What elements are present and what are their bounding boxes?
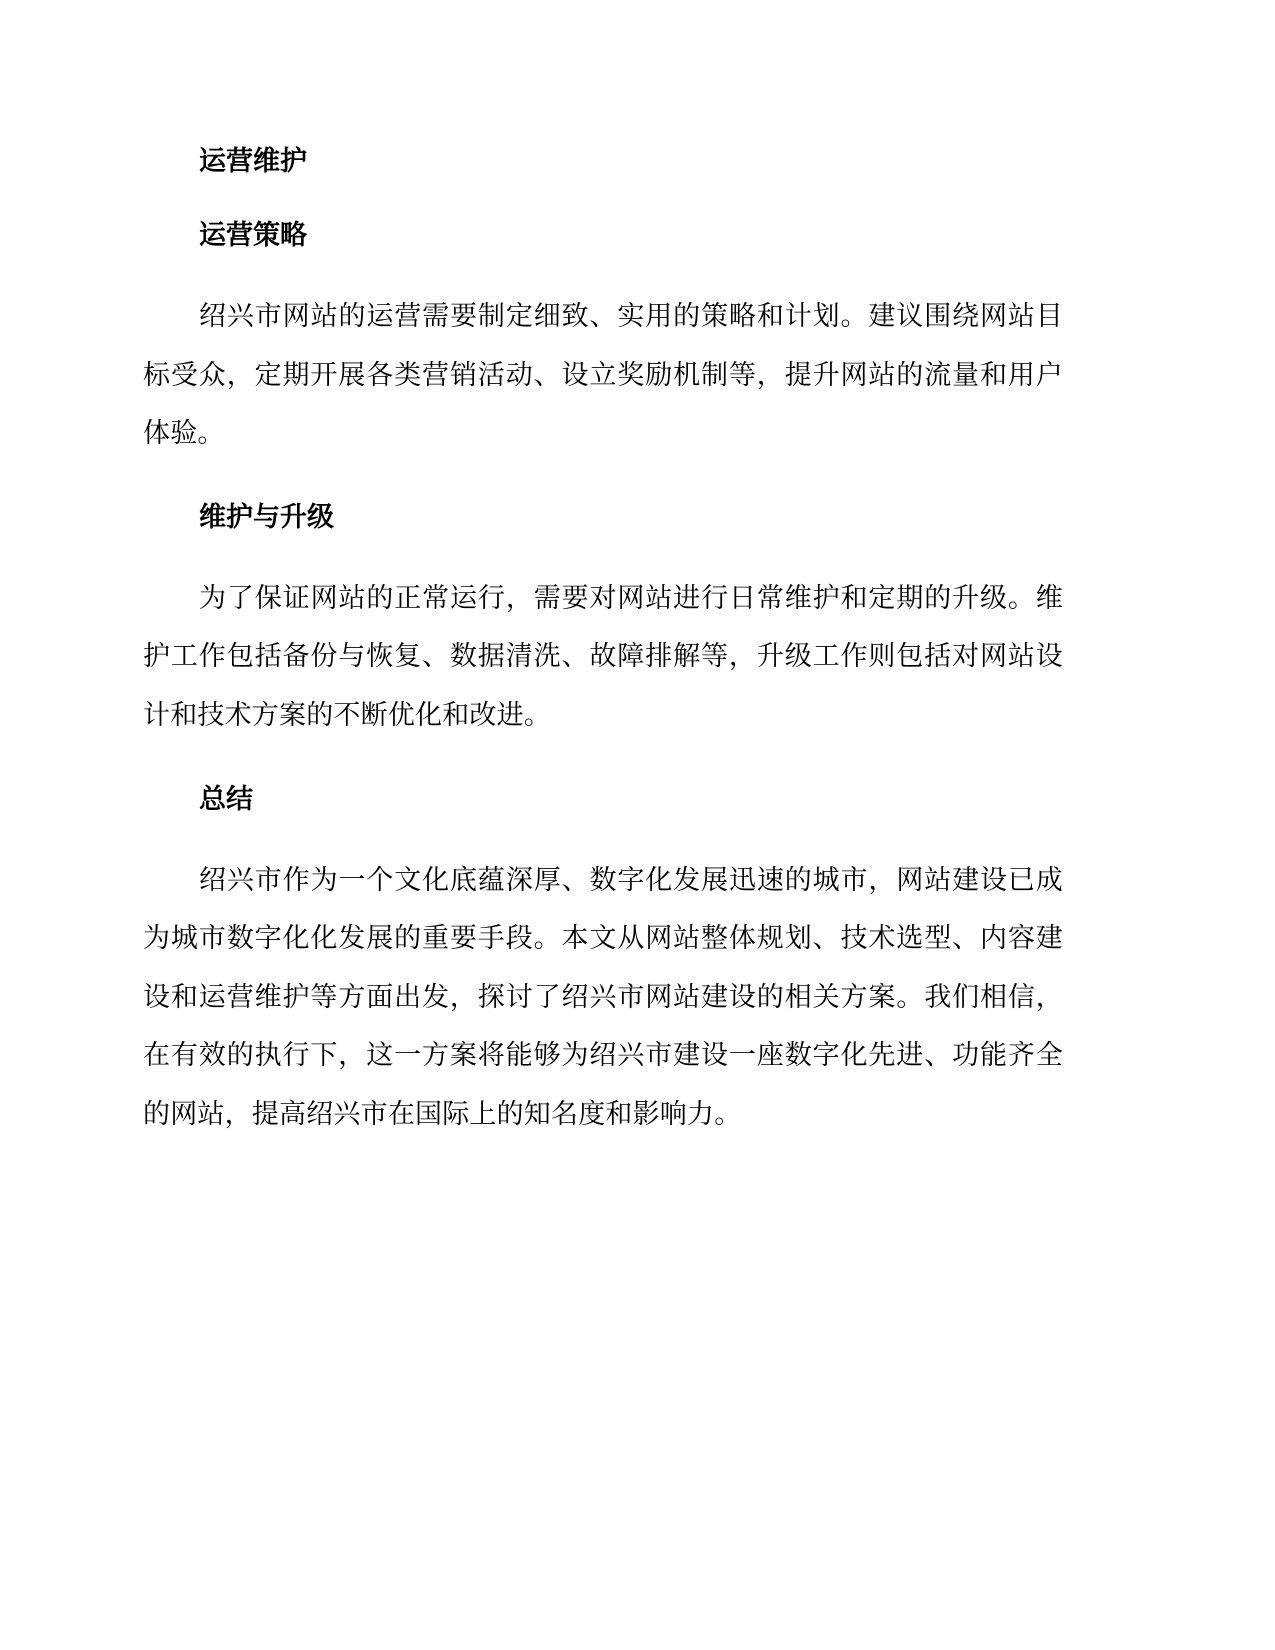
subsection-heading-maintenance-upgrade: 维护与升级: [199, 501, 334, 533]
subsection-heading-operation-strategy: 运营策略: [199, 220, 307, 251]
paragraph-maintenance-upgrade: 为了保证网站的正常运行，需要对网站进行日常维护和定期的升级。维护工作包括备份与恢复、数据清洗、故障排解等，升级工作则包括对网站设计和技术方案的不断优化和改进。: [143, 582, 1063, 731]
summary-paragraph: 绍兴市作为一个文化底蕴深厚、数字化发展迅速的城市，网站建设已成为城市数字化化发展的重要手段。本文从网站整体规划、技术选型、内容建设和运营维护等方面出发，探讨了绍兴市网站建设的相关方案。我们相信，在有效的执行下，这一方案将能够为绍兴市建设一座数字化先进、功能齐全的网站，提高绍兴市在国际上的知名度和影响力。: [143, 864, 1063, 1130]
section-title: 运营维护: [199, 146, 307, 177]
document-body: [143, 142, 1063, 1179]
summary-heading: 总结: [199, 783, 253, 815]
paragraph-operation-strategy: 绍兴市网站的运营需要制定细致、实用的策略和计划。建议围绕网站目标受众，定期开展各类营销活动、设立奖励机制等，提升网站的流量和用户体验。: [143, 301, 1063, 450]
